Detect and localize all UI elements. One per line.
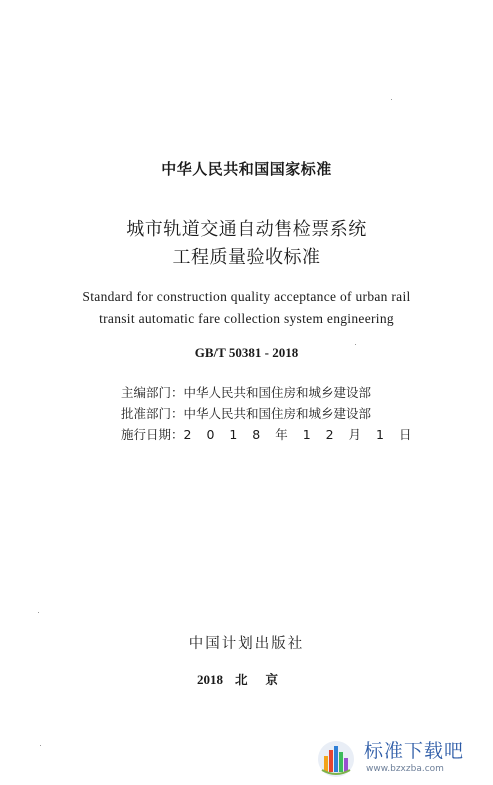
chinese-title-line-2: 工程质量验收标准 <box>172 247 321 268</box>
national-standard-heading: 中华人民共和国国家标准 <box>161 160 332 178</box>
publication-year: 2018 <box>196 672 223 687</box>
site-watermark <box>314 734 484 780</box>
effective-date-label: 施行日期： <box>121 427 184 442</box>
scan-speck <box>391 99 392 100</box>
scan-speck <box>40 745 41 746</box>
chief-editor-row <box>121 382 417 403</box>
chinese-title-line-1: 城市轨道交通自动售检票系统 <box>126 219 367 240</box>
publication-year-place <box>0 670 493 688</box>
standard-metadata <box>121 382 417 445</box>
approver-value: 中华人民共和国住房和城乡建设部 <box>183 406 372 421</box>
publisher-name: 中国计划出版社 <box>188 636 305 652</box>
chief-editor-value: 中华人民共和国住房和城乡建设部 <box>183 385 372 400</box>
english-title-line-1: Standard for construction quality acceptance of urban rail <box>82 289 411 304</box>
scan-speck <box>38 612 39 613</box>
english-title-line-2: transit automatic fare collection system engineering <box>99 311 394 326</box>
effective-date-row <box>121 424 417 445</box>
chief-editor-label: 主编部门： <box>121 385 184 400</box>
standard-code: GB/T 50381 - 2018 <box>194 345 299 360</box>
approver-label: 批准部门： <box>121 406 184 421</box>
effective-date-value: 2 0 1 8 年 1 2 月 1 日 <box>183 427 417 442</box>
scan-speck <box>355 344 356 345</box>
publication-city: 北京 <box>234 672 296 687</box>
watermark-site-name: 标准下载吧 <box>364 740 465 762</box>
watermark-site-url: www.bzxzba.com <box>366 764 444 774</box>
colorful-bars-logo-icon <box>316 738 356 778</box>
approver-row <box>121 403 417 424</box>
